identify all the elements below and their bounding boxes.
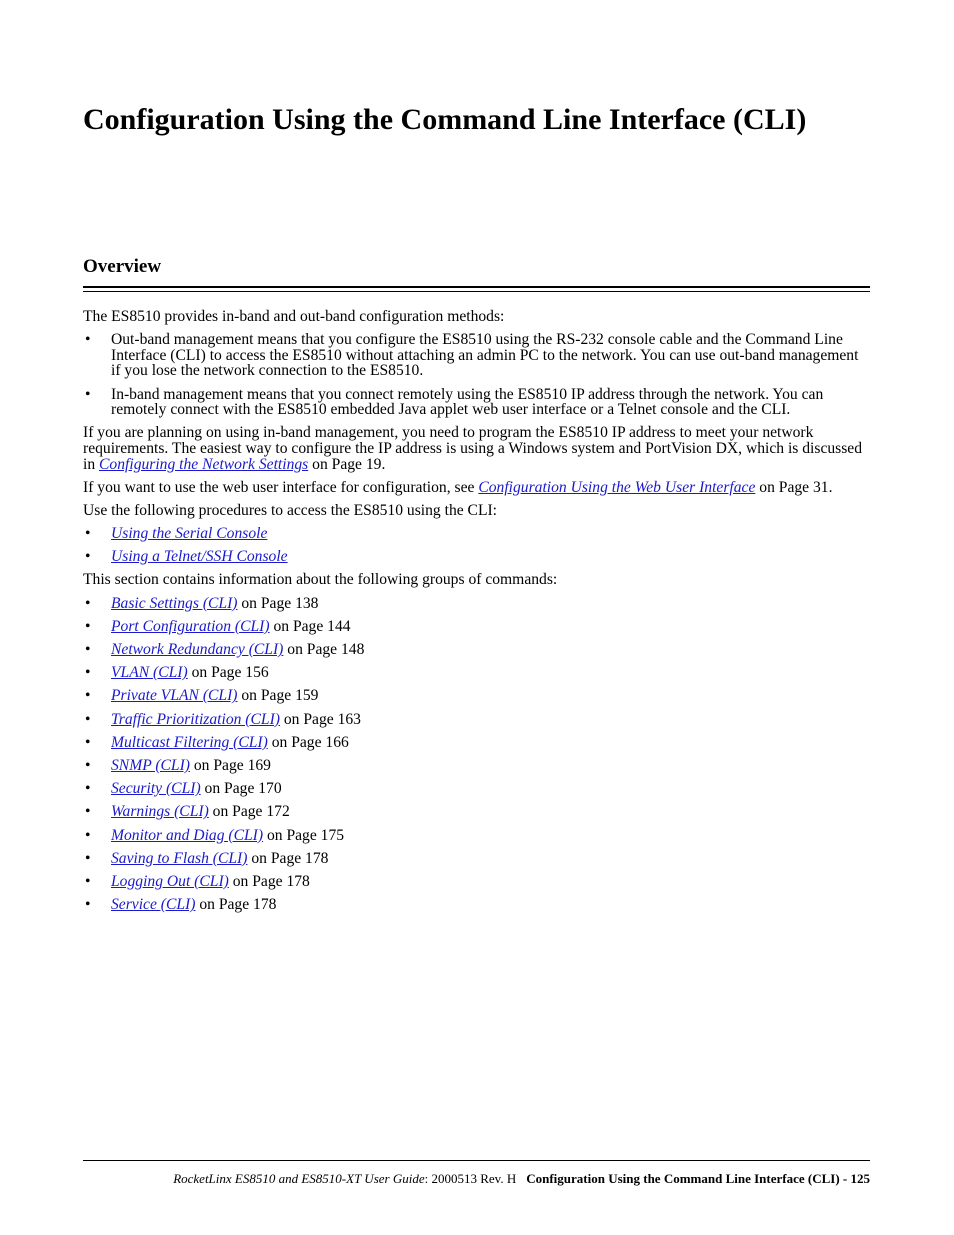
bullet-icon: •	[85, 664, 91, 682]
section-rule-bottom	[83, 291, 870, 292]
bullet-icon: •	[85, 548, 91, 566]
bullet-icon: •	[85, 525, 91, 543]
list-item	[83, 804, 870, 820]
page-reference: on Page 178	[195, 896, 277, 914]
section-rule-top	[83, 286, 870, 288]
page-footer	[83, 1171, 870, 1187]
list-item	[83, 642, 870, 658]
list-item	[83, 665, 870, 681]
link-groups-2[interactable]: Network Redundancy (CLI)	[111, 641, 284, 659]
bullet-icon: •	[85, 733, 91, 751]
link-groups-9[interactable]: Warnings (CLI)	[111, 803, 209, 821]
link-groups-8[interactable]: Security (CLI)	[111, 780, 201, 798]
list-item	[83, 332, 870, 379]
body-text	[83, 309, 870, 920]
page-reference: on Page 156	[187, 664, 269, 682]
list-item	[83, 828, 870, 844]
page-reference: on Page 138	[237, 594, 319, 612]
page-title: Configuration Using the Command Line Interface (CLI)	[83, 103, 807, 136]
link-groups-7[interactable]: SNMP (CLI)	[111, 756, 190, 774]
list-item	[83, 712, 870, 728]
bullet-icon: •	[85, 756, 91, 774]
list-item	[83, 387, 870, 418]
list-item	[83, 526, 870, 542]
page-reference: on Page 163	[279, 710, 361, 728]
list-item	[83, 897, 870, 913]
list-item-text: In-band management means that you connect remotely using the ES8510 IP address through the network. You can remotely connect with the ES8510 embedded Java applet web user interface or a Telnet console and the CLI.	[111, 385, 824, 419]
procedures-list	[83, 526, 870, 565]
bullet-icon: •	[85, 872, 91, 890]
page-reference: on Page 148	[283, 641, 365, 659]
link-procedures-0[interactable]: Using the Serial Console	[111, 525, 268, 543]
page-reference: on Page 172	[208, 803, 290, 821]
bullet-icon: •	[85, 385, 91, 403]
bullet-icon: •	[85, 780, 91, 798]
link-groups-10[interactable]: Monitor and Diag (CLI)	[111, 826, 264, 844]
footer-rule	[83, 1160, 870, 1161]
bullet-icon: •	[85, 896, 91, 914]
bullet-icon: •	[85, 803, 91, 821]
web-paragraph: If you want to use the web user interface for configuration, see Configuration Using the Web User Interface on Page 31.	[83, 478, 833, 496]
list-item	[83, 688, 870, 704]
procedures-intro: Use the following procedures to access the ES8510 using the CLI:	[83, 501, 498, 519]
list-item	[83, 758, 870, 774]
list-item	[83, 549, 870, 565]
link-groups-1[interactable]: Port Configuration (CLI)	[111, 617, 270, 635]
list-item	[83, 735, 870, 751]
page-reference: on Page 144	[269, 617, 351, 635]
bullet-icon: •	[85, 331, 91, 349]
page-reference: on Page 169	[189, 756, 271, 774]
section-heading: Overview	[83, 256, 162, 277]
page-reference: on Page 175	[263, 826, 345, 844]
link-web-user-interface[interactable]: Configuration Using the Web User Interface	[478, 478, 756, 496]
link-configuring-network-settings[interactable]: Configuring the Network Settings	[99, 455, 309, 473]
link-groups-4[interactable]: Private VLAN (CLI)	[111, 687, 238, 705]
page-reference: on Page 166	[267, 733, 349, 751]
footer-chapter-page: Configuration Using the Command Line Interface (CLI) - 125	[526, 1171, 870, 1186]
link-groups-3[interactable]: VLAN (CLI)	[111, 664, 188, 682]
link-groups-5[interactable]: Traffic Prioritization (CLI)	[111, 710, 280, 728]
page-reference: on Page 170	[200, 780, 282, 798]
bullet-icon: •	[85, 826, 91, 844]
list-item	[83, 781, 870, 797]
list-item	[83, 874, 870, 890]
bullet-icon: •	[85, 849, 91, 867]
link-groups-0[interactable]: Basic Settings (CLI)	[111, 594, 238, 612]
intro-paragraph: The ES8510 provides in-band and out-band configuration methods:	[83, 308, 505, 325]
link-procedures-1[interactable]: Using a Telnet/SSH Console	[111, 548, 288, 566]
link-groups-11[interactable]: Saving to Flash (CLI)	[111, 849, 248, 867]
page-reference: on Page 178	[247, 849, 329, 867]
bullet-icon: •	[85, 710, 91, 728]
page-reference: on Page 159	[237, 687, 319, 705]
link-groups-13[interactable]: Service (CLI)	[111, 896, 196, 914]
bullet-icon: •	[85, 617, 91, 635]
list-item	[83, 619, 870, 635]
bullet-icon: •	[85, 641, 91, 659]
footer-guide-title: RocketLinx ES8510 and ES8510-XT User Guide	[173, 1171, 425, 1186]
inband-paragraph: If you are planning on using in-band management, you need to program the ES8510 IP address to meet your network requirements. The easiest way to configure the IP address is using a Windows system and PortVision DX, which is discussed in Configuring the Network Settings on Page 19.	[83, 424, 863, 473]
groups-intro: This section contains information about the following groups of commands:	[83, 571, 558, 589]
bullet-icon: •	[85, 687, 91, 705]
footer-revision: : 2000513 Rev. H	[424, 1171, 517, 1186]
link-groups-12[interactable]: Logging Out (CLI)	[111, 872, 229, 890]
list-item	[83, 851, 870, 867]
list-item	[83, 596, 870, 612]
bullet-icon: •	[85, 594, 91, 612]
page-reference: on Page 178	[228, 872, 310, 890]
groups-list	[83, 596, 870, 913]
list-item-text: Out-band management means that you configure the ES8510 using the RS-232 console cable and the Command Line Interface (CLI) to access the ES8510 without attaching an admin PC to the network. You can use out-band management if you lose the network connection to the ES8510.	[111, 331, 859, 380]
methods-list	[83, 332, 870, 418]
link-groups-6[interactable]: Multicast Filtering (CLI)	[111, 733, 268, 751]
